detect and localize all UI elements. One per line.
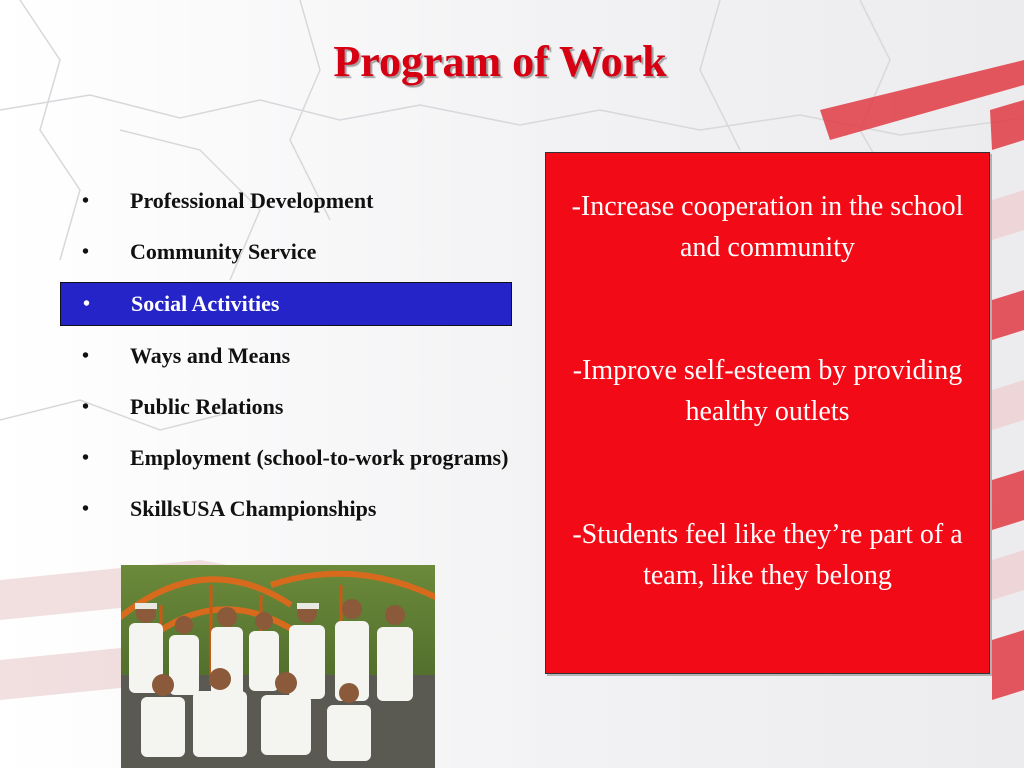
list-item-employment[interactable] bbox=[60, 441, 512, 475]
list-item-label: Social Activities bbox=[131, 291, 280, 316]
group-photo-roller-coaster-icon bbox=[121, 565, 435, 768]
list-item-label: Community Service bbox=[130, 239, 317, 264]
bullet-icon: • bbox=[82, 396, 90, 418]
bullet-icon: • bbox=[82, 241, 90, 263]
bullet-icon: • bbox=[82, 190, 90, 212]
bullet-icon: • bbox=[82, 447, 90, 469]
list-item-label: SkillsUSA Championships bbox=[130, 496, 377, 521]
list-item-label: Employment (school-to-work programs) bbox=[130, 445, 509, 470]
slide-title: Program of Work bbox=[333, 37, 667, 86]
list-item-public-relations[interactable] bbox=[60, 390, 512, 424]
bullet-icon: • bbox=[83, 293, 91, 315]
list-item-ways-and-means[interactable] bbox=[60, 339, 512, 373]
list-item-label: Ways and Means bbox=[130, 343, 291, 368]
list-item-professional-development[interactable] bbox=[60, 184, 512, 218]
goal-text: -Increase cooperation in the school and community bbox=[571, 191, 964, 263]
goal-text: -Improve self-esteem by providing healthy outlets bbox=[572, 355, 963, 427]
goals-box bbox=[545, 152, 990, 674]
list-item-community-service[interactable] bbox=[60, 235, 512, 269]
program-list bbox=[60, 184, 512, 543]
list-item-label: Professional Development bbox=[130, 188, 374, 213]
list-item-skillsusa-championships[interactable] bbox=[60, 492, 512, 526]
goal-text: -Students feel like they’re part of a team, like they belong bbox=[572, 519, 963, 591]
bullet-icon: • bbox=[82, 345, 90, 367]
list-item-label: Public Relations bbox=[130, 394, 284, 419]
group-photo bbox=[121, 565, 435, 768]
bullet-icon: • bbox=[82, 498, 90, 520]
list-item-social-activities[interactable] bbox=[60, 282, 512, 326]
